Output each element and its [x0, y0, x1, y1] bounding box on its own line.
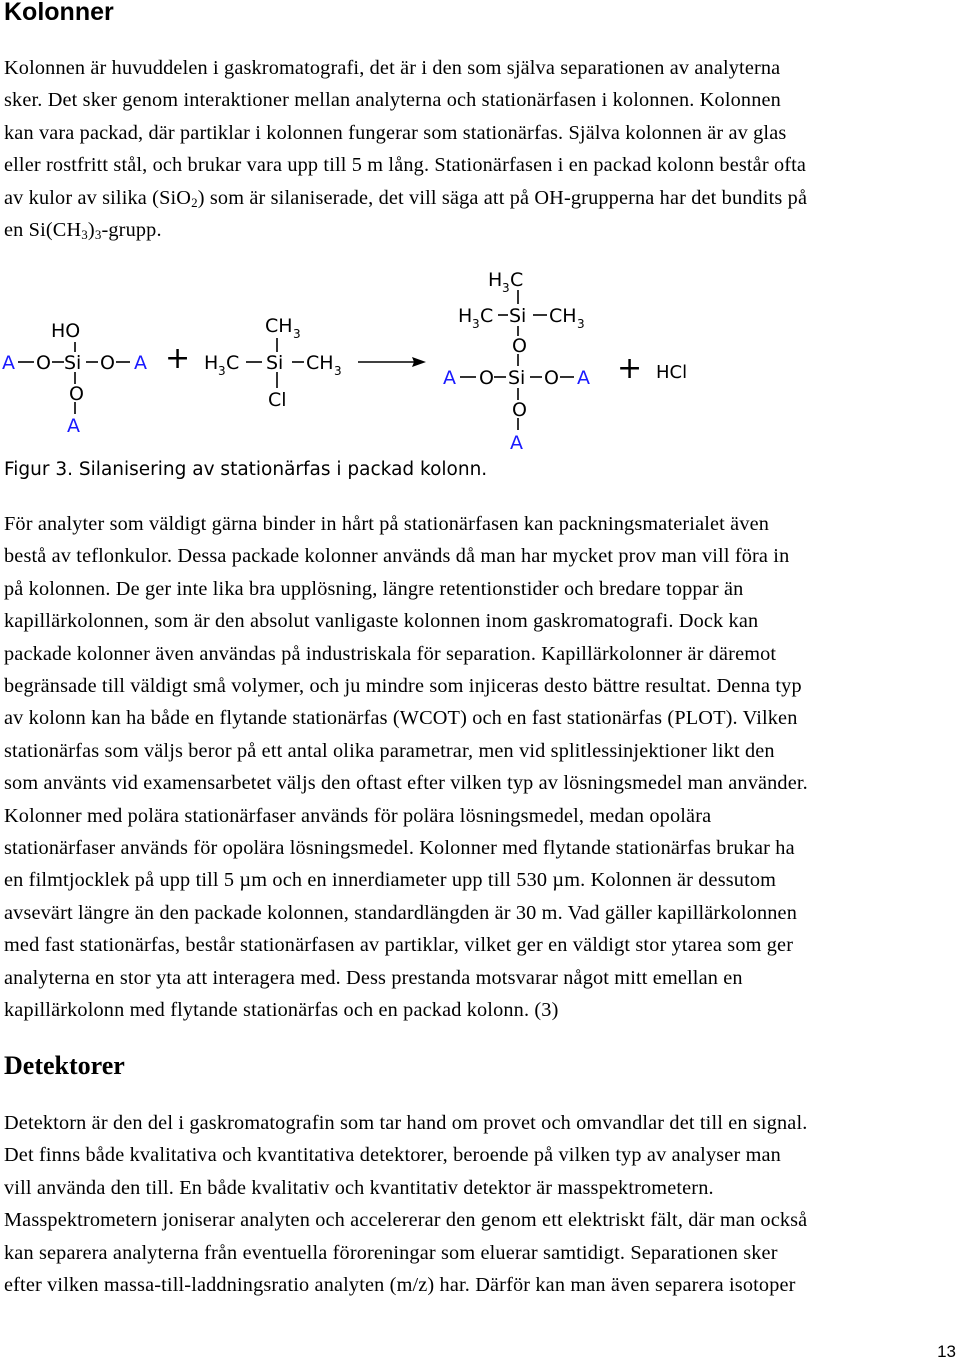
plus-sign: +	[165, 341, 191, 376]
text-line: kan separera analyterna från eventuella föroreningar som eluerar samtidigt. Separationen sker	[4, 1241, 778, 1264]
chem-label-si: Si	[509, 305, 527, 327]
text-line: på kolonnen. De ger inte lika bra upplösning, längre retentionstider och bredare toppar än	[4, 577, 744, 600]
chem-label-ho: HO	[51, 320, 81, 342]
text-line: med fast stationärfas, består stationärfasen av partiklar, vilket ger en väldigt stor ytarea som ger	[4, 934, 794, 957]
subscript-3: 3	[293, 327, 301, 341]
text-line: kan vara packad, där partiklar i kolonnen fungerar som stationärfas. Själva kolonnen är av glas	[4, 121, 787, 144]
paragraph-detektorer	[4, 1107, 958, 1301]
chem-label-o: O	[100, 352, 115, 374]
chem-label-o: O	[36, 352, 51, 374]
chem-label-c: C	[226, 352, 240, 374]
chem-label-h: H	[488, 269, 503, 291]
chem-label-h: H	[204, 352, 219, 374]
text-line: sker. Det sker genom interaktioner mellan analyterna och stationärfasen i kolonnen. Kolonnen	[4, 89, 781, 112]
text-line: stationärfas som väljs beror på ett antal olika parametrar, men vid splitlessinjektioner likt den	[4, 739, 775, 762]
chem-label-a: A	[134, 352, 147, 374]
chem-label-ch: CH	[306, 352, 334, 374]
chem-label-a: A	[443, 367, 456, 389]
text-line: efter vilken massa-till-laddningsratio analyten (m/z) har. Därför kan man även separera isotoper	[4, 1274, 796, 1297]
text-line	[4, 214, 958, 246]
subscript-3: 3	[334, 364, 342, 378]
chem-label-c: C	[480, 305, 494, 327]
chem-label-ch: CH	[549, 305, 577, 327]
text-line: packade kolonner även användas på industriskala för separation. Kapillärkolonner är däremot	[4, 642, 777, 665]
text-line: kapillärkolonn med flytande stationärfas och en packad kolonn. (3)	[4, 999, 559, 1022]
heading-detektorer: Detektorer	[4, 1051, 125, 1080]
text-line: begränsade till väldigt små volymer, och ju mindre som injiceras desto bättre resultat. Denna typ	[4, 675, 802, 698]
text-line: Kolonner med polära stationärfaser används för polära lösningsmedel, medan opolära	[4, 804, 712, 827]
text-line: kapillärkolonnen, som är den absolut vanligaste kolonnen inom gaskromatografi. Dock kan	[4, 610, 759, 633]
text-line: För analyter som väldigt gärna binder in hårt på stationärfasen kan packningsmaterialet även	[4, 513, 770, 535]
text-fragment: en Si(CH	[4, 219, 82, 242]
subscript: 3	[94, 227, 102, 243]
text-line: en filmtjocklek på upp till 5 µm och en innerdiameter upp till 530 µm. Kolonnen är dessutom	[4, 869, 777, 892]
chem-label-cl: Cl	[268, 389, 287, 411]
text-line: analyterna en stor yta att interagera med. Dess prestanda motsvarar något mitt emellan en	[4, 966, 743, 989]
text-line: Detektorn är den del i gaskromatografin som tar hand om provet och omvandlar det till en signal.	[4, 1112, 808, 1134]
chem-label-a: A	[2, 352, 15, 374]
chem-label-c: C	[510, 269, 524, 291]
text-line: Kolonnen är huvuddelen i gaskromatografi, det är i den som själva separationen av analyterna	[4, 57, 781, 79]
chem-label-o: O	[479, 367, 494, 389]
chem-label-o: O	[512, 335, 527, 357]
subscript-3: 3	[502, 281, 510, 295]
arrow-head	[412, 357, 426, 367]
subscript-3: 3	[218, 364, 226, 378]
chem-label-h: H	[458, 305, 473, 327]
text-line: eller rostfritt stål, och brukar vara upp till 5 m lång. Stationärfasen i en packad kolonn består ofta	[4, 154, 807, 177]
text-fragment: ) som är silaniserade, det vill säga att på OH-grupperna har det bundits på	[197, 186, 808, 209]
text-line: vill använda den till. En både kvalitativ och kvantitativ detektor är masspektrometern.	[4, 1176, 714, 1199]
text-fragment: )	[87, 219, 95, 242]
text-fragment: av kulor av silika (SiO	[4, 186, 192, 209]
chem-label-si: Si	[508, 367, 526, 389]
heading-kolonner: Kolonner	[4, 0, 114, 26]
chem-label-o: O	[69, 383, 84, 405]
chem-label-si: Si	[266, 352, 284, 374]
text-line: som använts vid examensarbetet väljs den oftast efter vilken typ av lösningsmedel man använder.	[4, 772, 808, 795]
subscript-3: 3	[472, 317, 480, 331]
text-line: Masspektrometern joniserar analyten och accelererar den genom ett elektriskt fält, där man också	[4, 1209, 808, 1232]
chem-label-si: Si	[64, 352, 82, 374]
chem-label-a: A	[67, 415, 80, 437]
chem-label-a: A	[510, 432, 523, 454]
chem-label-o: O	[544, 367, 559, 389]
subscript: 2	[191, 194, 198, 210]
text-fragment: -grupp.	[101, 219, 162, 242]
text-line: bestå av teflonkulor. Dessa packade kolonner används då man har mycket prov man vill föra in	[4, 545, 790, 568]
text-line: stationärfaser används för opolära lösningsmedel. Kolonner med flytande stationärfas brukar ha	[4, 837, 795, 860]
chem-label-hcl: HCl	[656, 362, 688, 383]
paragraph-kolonner-intro	[4, 52, 958, 246]
text-line: av kolonn kan ha både en flytande stationärfas (WCOT) och en fast stationärfas (PLOT). Vilken	[4, 707, 798, 730]
chem-label-o: O	[512, 399, 527, 421]
chem-label-a: A	[577, 367, 590, 389]
chem-label-ch: CH	[265, 315, 293, 337]
subscript-3: 3	[577, 317, 585, 331]
text-line: Det finns både kvalitativa och kvantitativa detektorer, beroende på vilken typ av analyser man	[4, 1144, 781, 1167]
plus-sign: +	[617, 351, 643, 386]
silanization-figure	[0, 262, 720, 458]
paragraph-kolonner-details	[4, 508, 958, 1027]
figure-caption: Figur 3. Silanisering av stationärfas i packad kolonn.	[4, 459, 488, 480]
text-line	[4, 182, 958, 214]
subscript: 3	[81, 227, 88, 243]
page-number: 13	[937, 1342, 956, 1361]
text-line: avsevärt längre än den packade kolonnen, standardlängden är 30 m. Vad gäller kapillärkolonnen	[4, 901, 797, 924]
